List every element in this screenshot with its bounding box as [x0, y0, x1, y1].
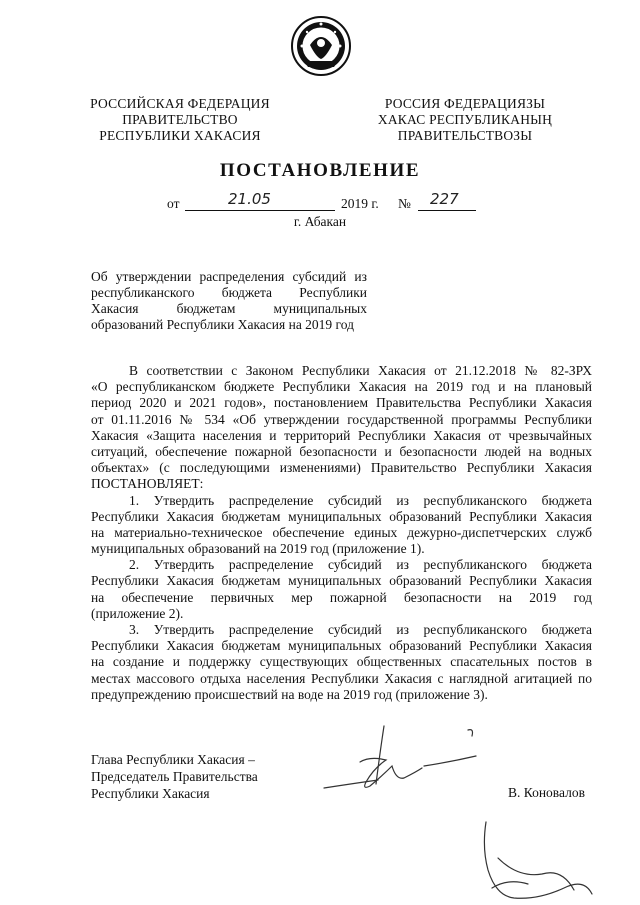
year-label: 2019 г.	[341, 196, 379, 211]
subject-line: Об утверждении распределения субсидий из	[91, 269, 367, 284]
body-line: В соответствии с Законом Республики Хакасия от 21.12.2018 № 82-ЗРХ	[129, 363, 592, 378]
signatory-position-line: Республики Хакасия	[91, 786, 210, 801]
header-right-line-2: ХАКАС РЕСПУБЛИКАНЫҢ	[377, 112, 553, 127]
body-line: на создание и поддержку существующих общественных спасательных постов в	[91, 654, 592, 670]
body-line: Республики Хакасия бюджетам муниципальных образований Республики Хакасия	[91, 638, 592, 654]
from-label: от	[167, 196, 180, 211]
header-right-line-1: РОССИЯ ФЕДЕРАЦИЯЗЫ	[384, 96, 546, 111]
body-line: на обеспечение первичных мер пожарной безопасности на 2019 год	[91, 589, 592, 605]
document-subject	[91, 269, 367, 333]
number-label: №	[398, 196, 411, 211]
body-line: местах массового отдыха населения Республики Хакасия с наглядной агитацией по	[91, 670, 592, 686]
handwritten-date: 21.05	[228, 190, 271, 208]
body-line: 2. Утвердить распределение субсидий из республиканского бюджета	[129, 557, 592, 573]
header-left-line-3: РЕСПУБЛИКИ ХАКАСИЯ	[99, 128, 261, 143]
header-right-line-3: ПРАВИТЕЛЬСТВОЗЫ	[397, 128, 533, 143]
body-line: «О республиканском бюджете Республики Хакасия на 2019 год и на плановый	[91, 379, 592, 395]
subject-line: образований Республики Хакасия на 2019 год	[91, 317, 354, 332]
signatory-position	[91, 751, 258, 802]
body-line: (приложение 2).	[91, 605, 184, 621]
document-title: ПОСТАНОВЛЕНИЕ	[219, 160, 421, 181]
header-left-line-1: РОССИЙСКАЯ ФЕДЕРАЦИЯ	[90, 96, 270, 111]
body-line: Республики Хакасия бюджетам муниципальных образований Республики Хакасия	[91, 573, 592, 589]
body-line: Хакасия «Защита населения и территорий Республики Хакасия от чрезвычайных	[91, 427, 592, 443]
body-line: 3. Утвердить распределение субсидий из республиканского бюджета	[129, 622, 592, 637]
signatory-position-line: Председатель Правительства	[91, 769, 258, 784]
subject-line: Хакасия бюджетам муниципальных	[91, 301, 367, 316]
body-line: ПОСТАНОВЛЯЕТ:	[91, 476, 204, 492]
header-right	[370, 96, 560, 144]
header-left	[85, 96, 275, 144]
body-line: муниципальных образований на 2019 год (приложение 1).	[91, 541, 425, 557]
handwritten-signature	[300, 722, 490, 812]
body-line: предупреждению происшествий на воде на 2019 год (приложение 3).	[91, 686, 488, 702]
body-line: от 01.11.2016 № 534 «Об утверждении государственной программы Республики	[91, 411, 592, 427]
signatory-position-line: Глава Республики Хакасия –	[91, 752, 255, 767]
header-left-line-2: ПРАВИТЕЛЬСТВО	[122, 112, 238, 127]
body-line: период 2020 и 2021 годов», постановлением Правительства Республики Хакасия	[91, 395, 592, 411]
city: г. Абакан	[293, 214, 347, 229]
body-line: ситуаций, обеспечение пожарной безопасности и безопасности людей на водных	[91, 443, 592, 459]
coat-of-arms-emblem	[290, 15, 352, 77]
body-line: на материально-техническое обеспечение единых дежурно-диспетчерских служб	[91, 524, 592, 540]
signatory-name: В. Коновалов	[508, 785, 585, 800]
body-line: объектах» (с последующими изменениями) Правительство Республики Хакасия	[91, 460, 592, 476]
subject-line: республиканского бюджета Республики	[91, 285, 367, 300]
handwritten-flourish	[478, 818, 598, 905]
body-line: Республики Хакасия бюджетам муниципальных образований Республики Хакасия	[91, 508, 592, 524]
body-line: 1. Утвердить распределение субсидий из республиканского бюджета	[129, 492, 592, 508]
handwritten-number: 227	[430, 190, 459, 208]
document-body	[91, 363, 592, 703]
